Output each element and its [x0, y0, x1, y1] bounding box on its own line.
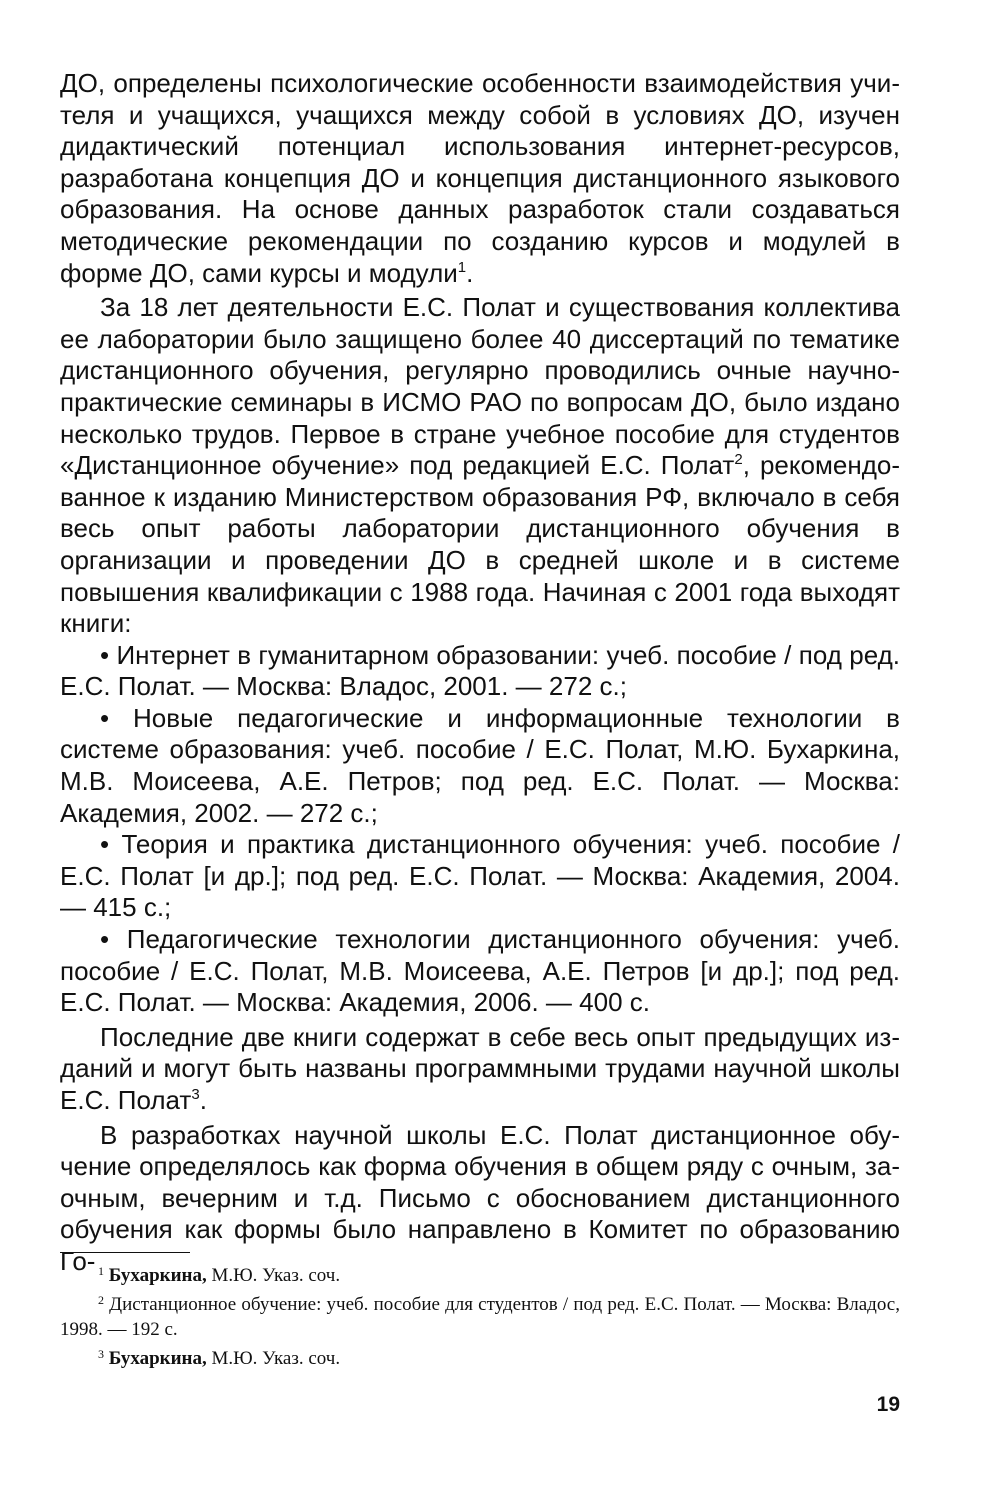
footnote-2-number: 2 — [98, 1293, 104, 1307]
paragraph-2-text-b: , рекомендованное к изданию Министерством образования РФ, включало в себя весь опыт работы лаборатории дистанционного обучения в организации и проведении ДО в средней школе и в системе повышения квалификации с 1988 года. Начиная с 2001 года выходят книги: — [60, 450, 900, 639]
footnote-2 — [60, 1292, 900, 1342]
footnote-ref-3: 3 — [191, 1086, 200, 1103]
page-number: 19 — [876, 1393, 900, 1416]
paragraph-1-end: . — [466, 257, 474, 288]
paragraph-3 — [60, 1022, 900, 1117]
paragraph-2 — [60, 292, 900, 640]
main-text — [60, 68, 900, 1278]
footnote-1 — [60, 1263, 900, 1288]
bullet-item-4: • Педагогические технологии дистанционного обучения: учеб. пособие / Е.С. Полат, М.В. Моисеева, А.Е. Петров [и др.]; под ред. Е.С. Полат. — Москва: Академия, 2006. — 400 с. — [60, 924, 900, 1018]
bullet-item-1: • Интернет в гуманитарном образовании: учеб. пособие / под ред. Е.С. Полат. — Москва: Владос, 2001. — 272 с.; — [60, 639, 900, 702]
footnote-3 — [60, 1346, 900, 1371]
paragraph-3-text: Последние две книги содержат в себе весь опыт предыдущих изданий и могут быть названы программными трудами научной школы Е.С. Полат — [60, 1021, 900, 1115]
footnote-3-number: 3 — [98, 1347, 104, 1361]
footnote-1-number: 1 — [98, 1264, 104, 1278]
footnote-3-text: М.Ю. Указ. соч. — [206, 1348, 341, 1369]
bullet-item-2: • Новые педагогические и информационные технологии в системе образования: учеб. пособие / Е.С. Полат, М.Ю. Бухаркина, М.В. Моисеева, А.Е. Петров; под ред. Е.С. Полат. — Москва: Академия, 2002. — 272 с.; — [60, 702, 900, 828]
footnote-ref-1: 1 — [457, 258, 467, 276]
footnote-2-text: Дистанционное обучение: учеб. пособие для студентов / под ред. Е.С. Полат. — Москва: Владос, 1998. — 192 с. — [60, 1294, 900, 1340]
footnote-divider — [60, 1252, 190, 1253]
paragraph-2-text-a: За 18 лет деятельности Е.С. Полат и существования коллектива ее лаборатории было защищено более 40 диссертаций по тематике дистанционного обучения, регулярно проводились очные научно-практические семинары в ИСМО РАО по вопросам ДО, было издано несколько трудов. Первое в стране учебное пособие для студентов «Дистанционное обучение» под редакцией Е.С. Полат — [60, 292, 900, 481]
paragraph-1 — [60, 68, 900, 289]
footnote-ref-2: 2 — [734, 451, 743, 469]
paragraph-3-end: . — [199, 1085, 207, 1115]
footnotes — [60, 1252, 900, 1375]
paragraph-1-text: ДО, определены психологические особенности взаимодействия учителя и учащихся, учащихся между собой в условиях ДО, изучен дидактический потенциал использования интернет-ресурсов, разработана концепция ДО и концепция дистанционного языкового образования. На основе данных разработок стали создаваться методические рекомендации по созданию курсов и модулей в форме ДО, сами курсы и модули — [60, 68, 900, 288]
footnote-3-author: Бухаркина, — [108, 1348, 207, 1369]
bullet-item-3: • Теория и практика дистанционного обучения: учеб. пособие / Е.С. Полат [и др.]; под ред. Е.С. Полат. — Москва: Академия, 2004. — 415 с.; — [60, 829, 900, 923]
footnote-1-author: Бухаркина, — [108, 1265, 207, 1286]
footnote-1-text: М.Ю. Указ. соч. — [206, 1265, 341, 1286]
paragraph-4: В разработках научной школы Е.С. Полат дистанционное обучение определялось как форма обучения в общем ряду с очным, заочным, вечерним и т.д. Письмо с обоснованием дистанционного обучения как формы было направлено в Комитет по образованию Го- — [60, 1119, 900, 1276]
